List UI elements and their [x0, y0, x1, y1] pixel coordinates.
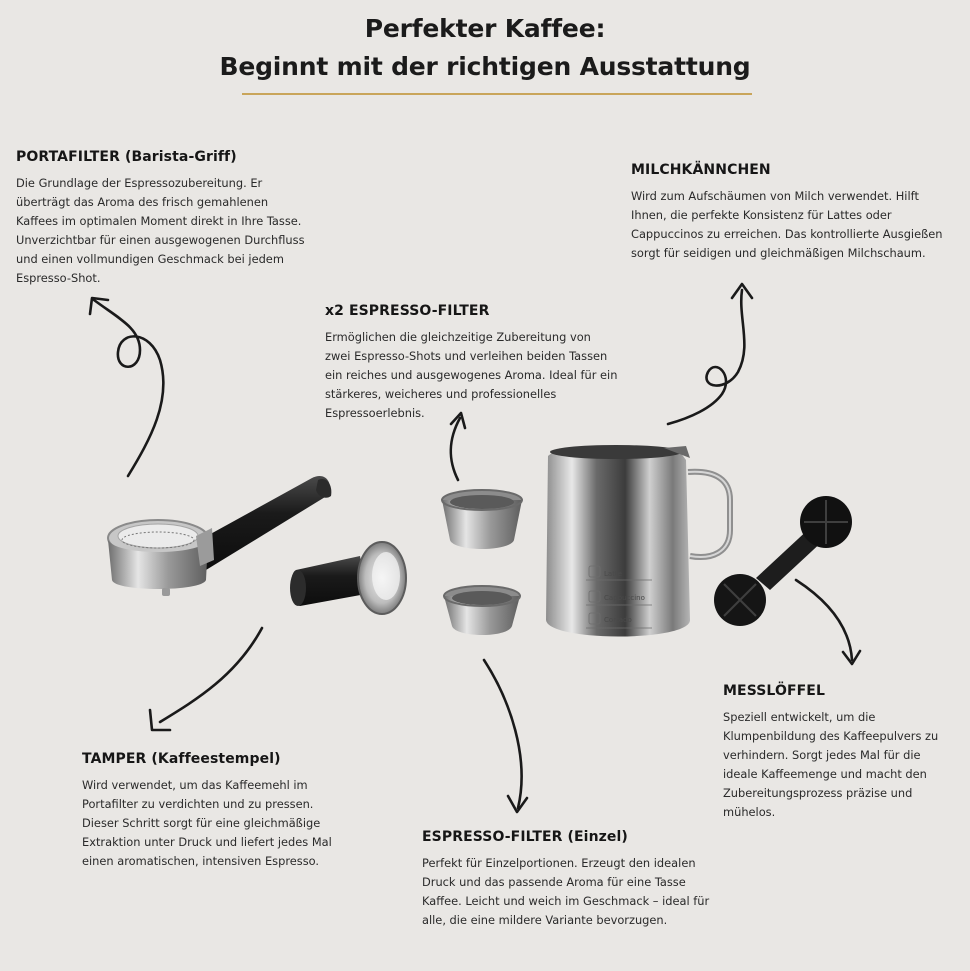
- double-filter-line: Espressoerlebnis.: [325, 406, 425, 420]
- double-filter-heading: x2 ESPRESSO-FILTER: [325, 303, 490, 319]
- single-filter-arrowhead: [508, 796, 527, 812]
- double-filter-line: Ermöglichen die gleichzeitige Zubereitung von: [325, 330, 591, 344]
- portafilter-line: Die Grundlage der Espressozubereitung. Er: [16, 176, 263, 190]
- single-filter-line: Perfekt für Einzelportionen. Erzeugt den idealen: [422, 856, 696, 870]
- milchkaennchen-line: Ihnen, die perfekte Konsistenz für Lattes oder: [631, 208, 892, 222]
- double-filter-section: [325, 303, 617, 423]
- messloeffel-line: ideale Kaffeemenge und macht den: [723, 767, 927, 781]
- portafilter-section: [16, 149, 305, 288]
- single-filter-illustration: [444, 586, 520, 635]
- double-filter-description: [325, 328, 617, 423]
- pitcher-mark-cortado: Cortado: [604, 616, 632, 624]
- portafilter-description: [16, 174, 305, 288]
- messloeffel-line: Speziell entwickelt, um die: [723, 710, 876, 724]
- milchkaennchen-line: Cappuccinos zu erreichen. Das kontrollierte Ausgießen: [631, 227, 943, 241]
- double-filter-illustration: [442, 490, 522, 549]
- loeffel-arrow: [796, 580, 852, 660]
- tamper-line: einen aromatischen, intensiven Espresso.: [82, 854, 320, 868]
- page-title-line1: Perfekter Kaffee:: [364, 14, 606, 43]
- page-title-line2: Beginnt mit der richtigen Ausstattung: [219, 52, 751, 81]
- tamper-line: Dieser Schritt sorgt für eine gleichmäßige: [82, 816, 321, 830]
- measuring-spoon-illustration: [714, 496, 852, 626]
- pitcher-mark-latte: Latte: [604, 570, 622, 578]
- messloeffel-description: [723, 708, 938, 822]
- portafilter-arrow: [94, 300, 163, 476]
- tamper-line: Extraktion unter Druck und liefert jedes Mal: [82, 835, 332, 849]
- pitcher-mark-cappuccino: Cappuccino: [604, 594, 645, 602]
- messloeffel-section: [723, 683, 938, 822]
- portafilter-line: Unverzichtbar für einen ausgewogenen Durchfluss: [16, 233, 305, 247]
- tamper-arrowhead: [150, 710, 170, 730]
- tamper-line: Wird verwendet, um das Kaffeemehl im: [82, 778, 308, 792]
- portafilter-heading: PORTAFILTER (Barista-Griff): [16, 149, 237, 165]
- tamper-illustration: [290, 542, 406, 614]
- single-filter-arrow: [484, 660, 522, 808]
- portafilter-line: und einen vollmundigen Geschmack bei jedem: [16, 252, 284, 266]
- tamper-section: [82, 751, 332, 871]
- portafilter-line: Espresso-Shot.: [16, 271, 101, 285]
- messloeffel-line: Zubereitungsprozess präzise und: [723, 786, 913, 800]
- portafilter-line: überträgt das Aroma des frisch gemahlenen: [16, 195, 269, 209]
- single-filter-line: Kaffee. Leicht und weich im Geschmack – ideal für: [422, 894, 710, 908]
- messloeffel-line: mühelos.: [723, 805, 776, 819]
- double-filter-line: ein reiches und ausgewogenes Aroma. Ideal für ein: [325, 368, 618, 382]
- milchkaennchen-line: Wird zum Aufschäumen von Milch verwendet. Hilft: [631, 189, 919, 203]
- portafilter-arrowhead: [90, 298, 108, 314]
- single-filter-section: [422, 829, 709, 930]
- messloeffel-heading: MESSLÖFFEL: [723, 683, 825, 699]
- milchkaennchen-line: sorgt für seidigen und gleichmäßigen Milchschaum.: [631, 246, 926, 260]
- single-filter-line: Druck und das passende Aroma für eine Tasse: [422, 875, 686, 889]
- single-filter-line: alle, die eine mildere Variante bevorzugen.: [422, 913, 668, 927]
- single-filter-description: [422, 854, 709, 930]
- double-filter-line: stärkeres, weicheres und professionelles: [325, 387, 557, 401]
- tamper-heading: TAMPER (Kaffeestempel): [82, 751, 281, 767]
- double-filter-line: zwei Espresso-Shots und verleihen beiden Tassen: [325, 349, 608, 363]
- single-filter-heading: ESPRESSO-FILTER (Einzel): [422, 829, 628, 845]
- milchkaennchen-section: [631, 162, 943, 263]
- tamper-line: Portafilter zu verdichten und zu pressen.: [82, 797, 314, 811]
- tamper-arrow: [160, 628, 262, 722]
- messloeffel-line: verhindern. Sorgt jedes Mal für die: [723, 748, 921, 762]
- milchkaennchen-description: [631, 187, 943, 263]
- tamper-description: [82, 776, 332, 871]
- double-filter-arrow: [451, 418, 460, 480]
- milchkaennchen-heading: MILCHKÄNNCHEN: [631, 162, 771, 178]
- messloeffel-line: Klumpenbildung des Kaffeepulvers zu: [723, 729, 939, 743]
- milch-arrow: [668, 290, 744, 424]
- portafilter-line: Kaffees im optimalen Moment direkt in Ihre Tasse.: [16, 214, 302, 228]
- milk-pitcher-illustration: [546, 445, 730, 637]
